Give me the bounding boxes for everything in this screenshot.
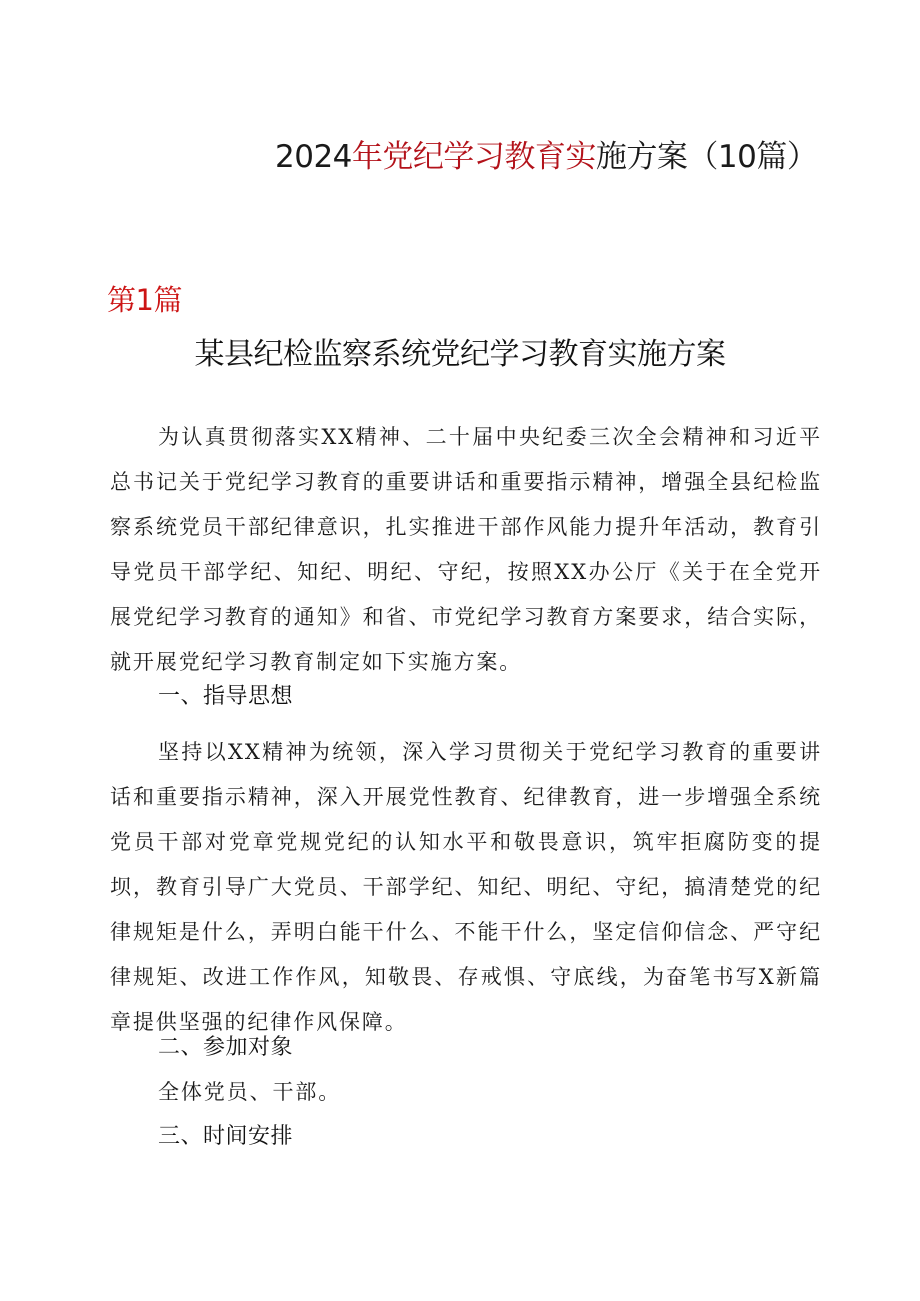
document-title-rest: 施方案（10篇）	[595, 139, 818, 175]
intro-paragraph: 为认真贯彻落实XX精神、二十届中央纪委三次全会精神和习近平总书记关于党纪学习教育的重要讲话和重要指示精神，增强全县纪检监察系统党员干部纪律意识，扎实推进干部作风能力提升年活动，教育引导党员干部学纪、知纪、明纪、守纪，按照XX办公厅《关于在全党开展党纪学习教育的通知》和省、市党纪学习教育方案要求，结合实际，就开展党纪学习教育制定如下实施方案。	[110, 425, 822, 674]
document-title-year: 2024	[275, 139, 352, 175]
section-paragraph-guiding-ideology: 坚持以XX精神为统领，深入学习贯彻关于党纪学习教育的重要讲话和重要指示精神，深入开展党性教育、纪律教育，进一步增强全系统党员干部对党章党规党纪的认知水平和敬畏意识，筑牢拒腐防变的提坝，教育引导广大党员、干部学纪、知纪、明纪、守纪，搞清楚党的纪律规矩是什么，弄明白能干什么、不能干什么，坚定信仰信念、严守纪律规矩、改进工作作风，知敬畏、存戒惧、守底线，为奋笔书写X新篇章提供坚强的纪律作风保障。	[110, 740, 822, 1034]
section-heading-guiding-ideology: 一、指导思想	[158, 684, 294, 709]
document-title	[275, 135, 875, 179]
section-text-participants: 全体党员、干部。	[158, 1080, 342, 1104]
part-label: 第1篇	[107, 283, 182, 317]
document-title-highlight: 年党纪学习教育实	[351, 139, 596, 175]
section-heading-participants: 二、参加对象	[158, 1035, 294, 1060]
part-title: 某县纪检监察系统党纪学习教育实施方案	[194, 337, 726, 372]
section-heading-schedule: 三、时间安排	[158, 1124, 294, 1149]
